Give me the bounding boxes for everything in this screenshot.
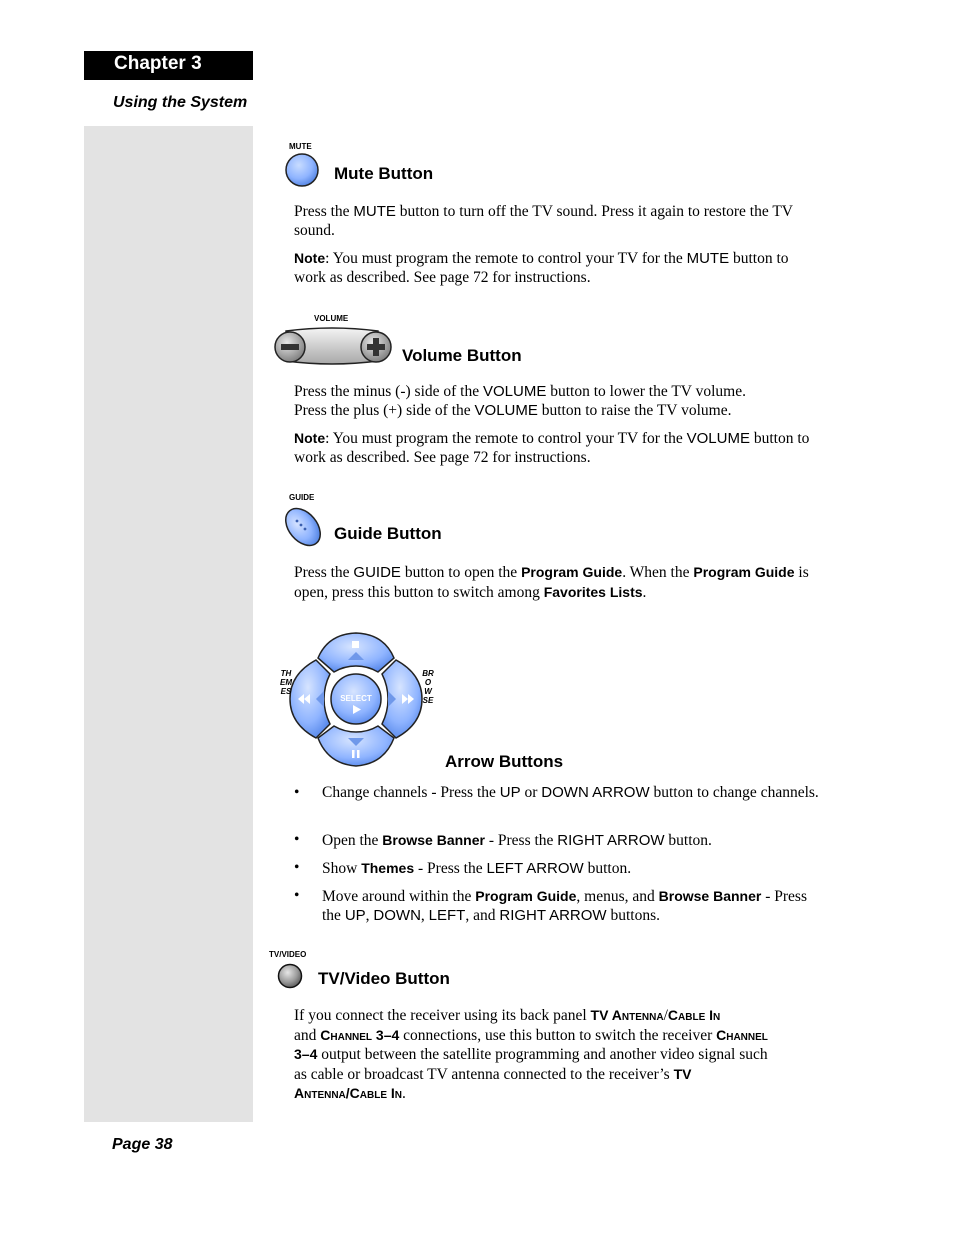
tvvideo-button-icon (276, 962, 304, 990)
sidebar-panel (84, 126, 253, 1122)
mute-heading: Mute Button (334, 164, 434, 183)
list-item: • Show Themes - Press the LEFT ARROW button. (294, 859, 632, 877)
arrow-pad-icon (276, 630, 440, 770)
list-item: • Change channels - Press the UP or DOWN ARROW button to change channels. (294, 784, 819, 801)
guide-heading: Guide Button (334, 524, 442, 543)
volume-note: Note: You must program the remote to control your TV for the VOLUME button to work as described. See page 72 for instructions. (294, 430, 810, 466)
volume-icon-label: VOLUME (314, 314, 349, 323)
volume-description: Press the minus (-) side of the VOLUME button to lower the TV volume. Press the plus (+) side of the VOLUME button to raise the TV volume. (294, 383, 746, 419)
section-title: Using the System (113, 94, 248, 111)
volume-heading: Volume Button (402, 346, 522, 365)
list-item: • Open the Browse Banner - Press the RIGHT ARROW button. (294, 831, 712, 849)
page-number: Page 38 (112, 1136, 173, 1153)
arrow-buttons-heading: Arrow Buttons (445, 752, 564, 771)
guide-button-icon (280, 503, 326, 551)
volume-rocker-icon (272, 323, 394, 369)
guide-description: Press the GUIDE button to open the Program Guide. When the Program Guide is open, press this button to switch among Favorites Lists. (294, 564, 809, 601)
mute-note: Note: You must program the remote to control your TV for the MUTE button to work as described. See page 72 for instructions. (294, 250, 789, 286)
browse-side-label: BROWSE (422, 669, 434, 705)
tvvideo-heading: TV/Video Button (318, 969, 450, 988)
chapter-label: Chapter 3 (84, 51, 253, 80)
mute-icon-label: MUTE (289, 142, 312, 151)
tvvideo-icon-label: TV/VIDEO (269, 950, 307, 959)
list-item: • Move around within the Program Guide, menus, and Browse Banner - Press the UP, DOWN, LEFT, and RIGHT ARROW buttons. (294, 887, 807, 924)
themes-side-label: THEMES (280, 669, 292, 696)
select-label: SELECT (340, 694, 372, 703)
mute-button-icon (284, 152, 320, 188)
mute-description: Press the MUTE button to turn off the TV sound. Press it again to restore the TV sound. (294, 203, 793, 239)
tvvideo-description: If you connect the receiver using its back panel TV Antenna/Cable In and Channel 3–4 connections, use this button to switch the receiver Channel 3–4 output between the satellite programming and another video signal such as cable or broadcast TV antenna connected to the receiver’s TV Antenna/Cable In. (294, 1007, 768, 1102)
guide-icon-label: GUIDE (289, 493, 315, 502)
